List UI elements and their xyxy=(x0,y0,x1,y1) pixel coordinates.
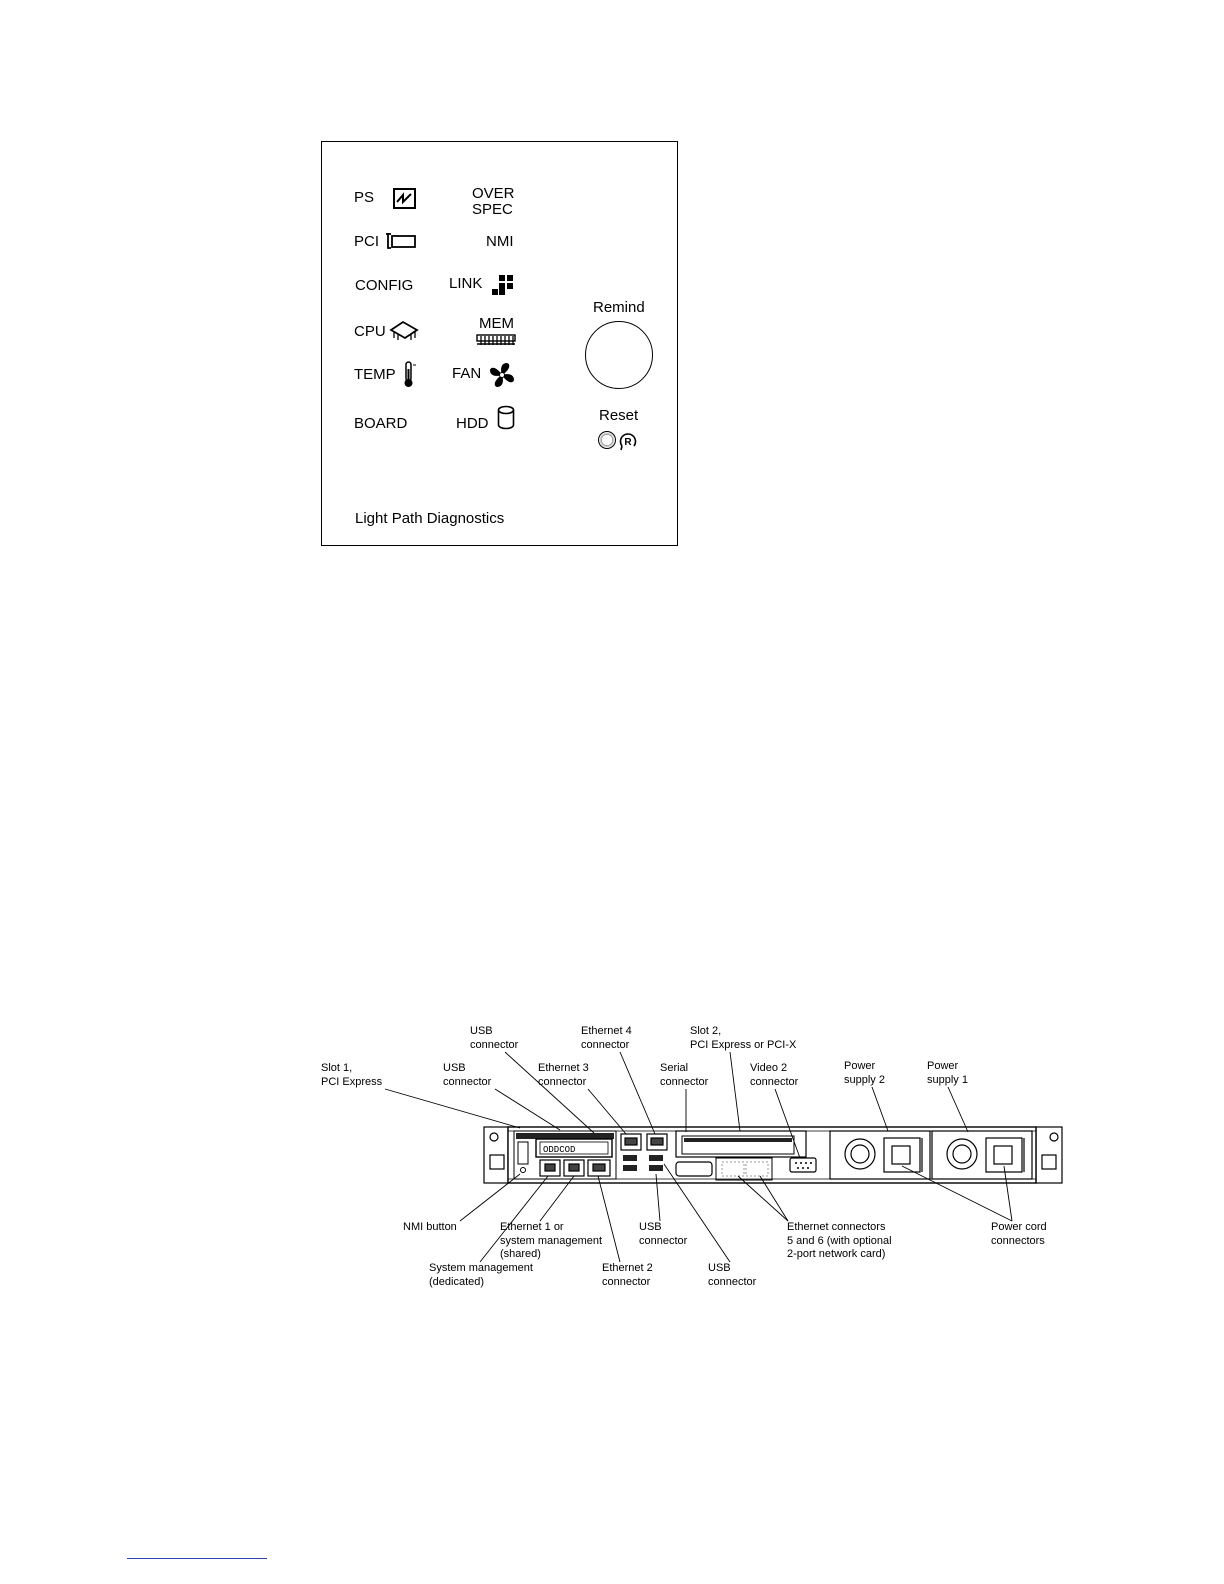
callout-serial: Serial connector xyxy=(660,1062,709,1088)
label-remind: Remind xyxy=(593,299,645,316)
callout-ethernet-5-6: Ethernet connectors 5 and 6 (with optional 2-port network card) xyxy=(787,1221,892,1260)
label-mem: MEM xyxy=(479,315,514,332)
callout-usb-a: USB connector xyxy=(443,1062,492,1088)
callout-ethernet-1: Ethernet 1 or system management (shared) xyxy=(500,1221,603,1260)
label-over: OVER xyxy=(472,185,515,202)
callout-ethernet-3: Ethernet 3 connector xyxy=(538,1062,589,1088)
footnote-rule xyxy=(127,1558,267,1559)
right-rack-ear xyxy=(1036,1127,1062,1183)
label-cpu: CPU xyxy=(354,323,386,340)
label-ps: PS xyxy=(354,189,375,206)
callout-nmi-button: NMI button xyxy=(403,1221,457,1233)
callout-video2: Video 2 connector xyxy=(750,1062,799,1088)
label-reset: Reset xyxy=(599,407,639,424)
label-hdd: HDD xyxy=(456,415,489,432)
left-rack-ear xyxy=(484,1127,508,1183)
callout-usb-b1: USB connector xyxy=(639,1221,688,1247)
callout-slot1: Slot 1, PCI Express xyxy=(321,1062,383,1088)
callout-power-supply-1: Power supply 1 xyxy=(927,1060,968,1086)
callout-power-cord: Power cord connectors xyxy=(991,1221,1047,1247)
panel-title: Light Path Diagnostics xyxy=(355,510,505,527)
label-nmi: NMI xyxy=(486,233,514,250)
label-fan: FAN xyxy=(452,365,482,382)
label-link: LINK xyxy=(449,275,483,292)
callout-power-supply-2: Power supply 2 xyxy=(844,1060,885,1086)
label-pci: PCI xyxy=(354,233,380,250)
callout-usb-b2: USB connector xyxy=(708,1262,757,1288)
callout-slot2: Slot 2, PCI Express or PCI-X xyxy=(690,1025,797,1051)
callout-system-management: System management (dedicated) xyxy=(429,1262,533,1288)
label-board: BOARD xyxy=(354,415,408,432)
slot1-label: ODDCOD xyxy=(543,1145,576,1155)
reset-symbol-text: R xyxy=(624,437,632,448)
callout-ethernet-2: Ethernet 2 connector xyxy=(602,1262,653,1288)
callout-usb-top: USB connector xyxy=(470,1025,519,1051)
label-temp: TEMP xyxy=(354,366,396,383)
label-spec: SPEC xyxy=(472,201,513,218)
callout-ethernet-4: Ethernet 4 connector xyxy=(581,1025,632,1051)
label-config: CONFIG xyxy=(355,277,414,294)
